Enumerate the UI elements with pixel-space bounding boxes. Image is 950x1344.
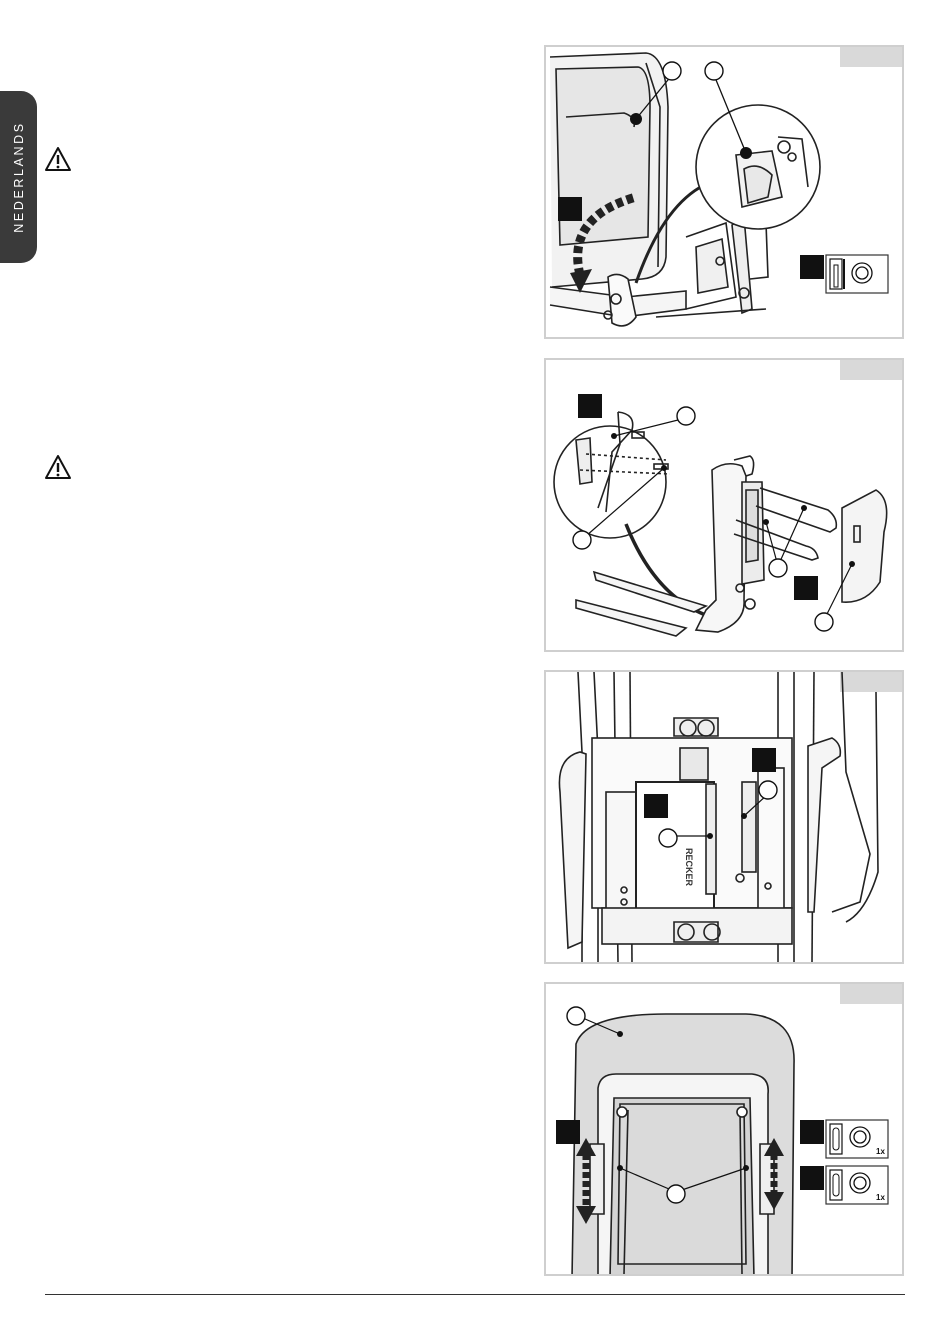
backrest-cushion-illustration	[546, 984, 904, 1276]
language-side-tab	[0, 91, 37, 263]
height-adjustment-illustration	[546, 672, 904, 964]
warning-triangle-icon	[44, 146, 72, 172]
turn-count-label: 1x	[876, 1147, 885, 1156]
language-label: NEDERLANDS	[11, 121, 26, 233]
footer-rule	[45, 1294, 905, 1295]
backrest-fold-illustration	[546, 47, 904, 339]
armrest-mount-illustration	[546, 360, 904, 652]
figure-3	[544, 670, 904, 964]
brand-logo-text: RECKER	[684, 848, 694, 887]
turn-count-label: 1x	[876, 1193, 885, 1202]
warning-triangle-icon	[44, 454, 72, 480]
figure-2	[544, 358, 904, 652]
figure-1	[544, 45, 904, 339]
figure-4	[544, 982, 904, 1276]
